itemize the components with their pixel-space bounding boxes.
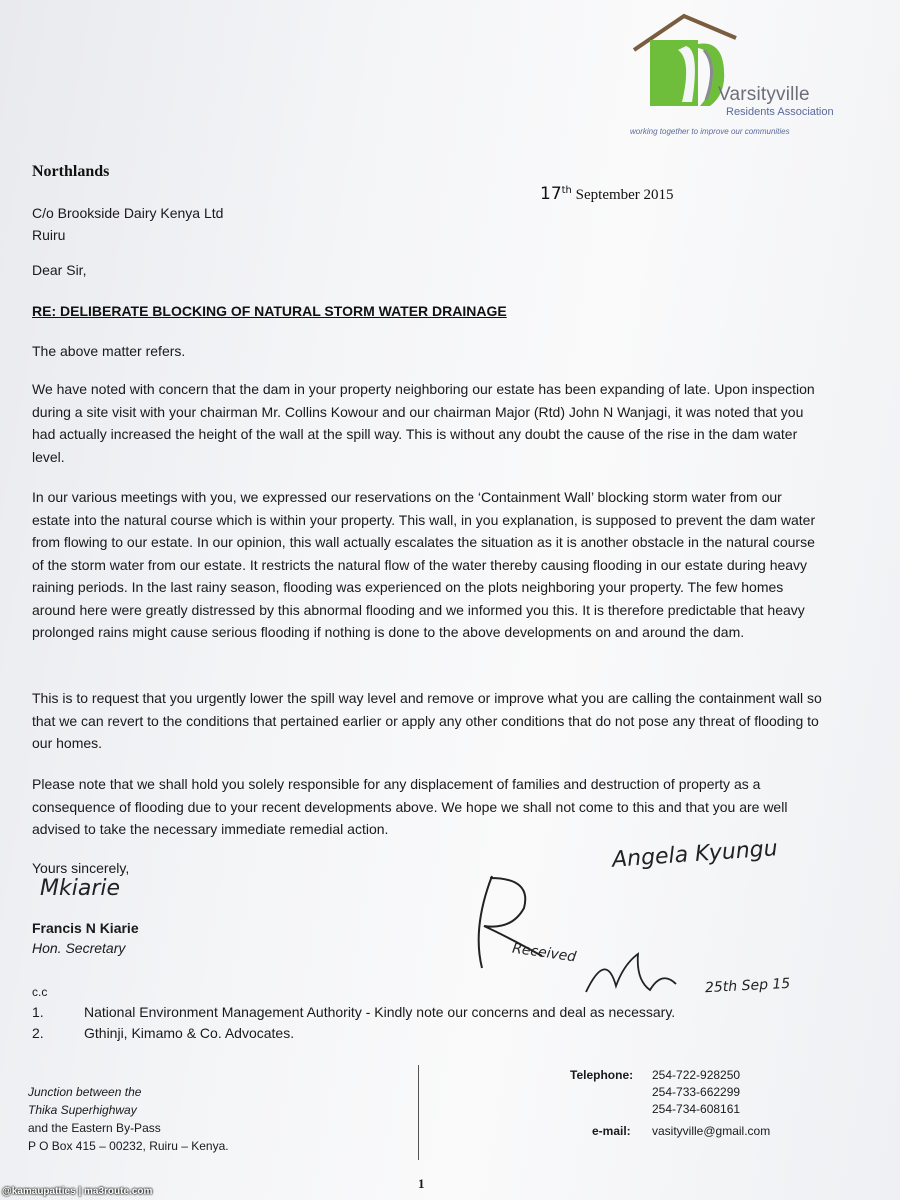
- cc-number-2: 2.: [32, 1025, 44, 1041]
- telephone-3: 254-734-608161: [652, 1102, 741, 1116]
- logo-name: Varsityville: [718, 84, 810, 105]
- received-signature-icon: [580, 940, 690, 1010]
- closing: Yours sincerely,: [32, 860, 130, 876]
- recipient-name: Northlands: [32, 163, 110, 180]
- varsityville-logo-icon: [626, 10, 826, 140]
- telephone-2: 254-733-662299: [652, 1085, 741, 1099]
- handwritten-received-date: 25th Sep 15: [704, 975, 791, 997]
- cc-text-2: Gthinji, Kimamo & Co. Advocates.: [84, 1025, 295, 1041]
- page-number: 1: [418, 1176, 425, 1191]
- telephone-1: 254-722-928250: [652, 1068, 741, 1082]
- handwritten-signature: Mkiarie: [40, 876, 121, 901]
- email-label: e-mail:: [592, 1124, 631, 1138]
- footer-divider: [418, 1065, 419, 1160]
- email-address: vasityville@gmail.com: [652, 1124, 771, 1138]
- paragraph-3: In our various meetings with you, we expressed our reservations on the ‘Containment Wall’ blocking storm water from our estate into the natural course which is within your property. This wall, in you explanation, is supposed to prevent the dam water from flowing to our estate. In our opinion, this wall actually escalates the situation as it is another obstacle in the natural course of the storm water from our estate. It restricts the natural flow of the water thereby causing flooding in our estate during heavy raining periods. In the last rainy season, flooding was experienced on the plots neighboring your property. The few homes around here were greatly distressed by this abnormal flooding and we informed you this. It is therefore predictable that heavy prolonged rains might cause serious flooding if nothing is done to the above developments on and around the dam.: [32, 489, 816, 640]
- handwritten-name: Angela Kyungu: [611, 836, 779, 873]
- paragraph-5: Please note that we shall hold you solely responsible for any displacement of families and destruction of property as a consequence of flooding due to your recent developments above. We hope we shall not come to this and that you are well advised to take the necessary immediate remedial action.: [32, 776, 788, 837]
- logo-subtitle: Residents Association: [726, 106, 834, 118]
- footer-address-1: Junction between the: [28, 1085, 142, 1099]
- subject-line: RE: DELIBERATE BLOCKING OF NATURAL STORM WATER DRAINAGE: [32, 303, 507, 319]
- footer-address-4: P O Box 415 – 00232, Ruiru – Kenya.: [28, 1139, 229, 1153]
- letter-date: [540, 184, 674, 204]
- signatory-name: Francis N Kiarie: [32, 920, 139, 936]
- date-day-suffix: th: [561, 185, 572, 196]
- address-line-2: Ruiru: [32, 227, 66, 243]
- paragraph-1: The above matter refers.: [32, 343, 186, 359]
- paragraph-2: We have noted with concern that the dam in your property neighboring our estate has been expanding of late. Upon inspection during a site visit with your chairman Mr. Collins Kowour and our chairman Major (Rtd) John N Wanjagi, it was noted that you had actually increased the height of the wall at the spill way. This is without any doubt the cause of the rise in the dam water level.: [32, 381, 815, 465]
- handwritten-received: Received: [511, 940, 578, 966]
- cc-label: c.c: [32, 985, 48, 999]
- logo-tagline: working together to improve our communities: [630, 127, 790, 136]
- paragraph-4: This is to request that you urgently lower the spill way level and remove or improve what you are calling the containment wall so that we can revert to the conditions that pertained earlier or apply any other conditions that do not pose any threat of flooding to our homes.: [32, 690, 822, 751]
- telephone-label: Telephone:: [570, 1068, 634, 1082]
- date-month-year: September 2015: [575, 187, 674, 203]
- address-line-1: C/o Brookside Dairy Kenya Ltd: [32, 205, 224, 221]
- footer-address-3: and the Eastern By-Pass: [28, 1121, 161, 1135]
- cc-number-1: 1.: [32, 1004, 44, 1020]
- cc-text-1: National Environment Management Authority - Kindly note our concerns and deal as necessary.: [84, 1004, 676, 1020]
- date-day-handwritten: 17: [540, 184, 562, 204]
- salutation: Dear Sir,: [32, 262, 87, 278]
- watermark: @kamaupatties | ma3route.com: [2, 1186, 153, 1197]
- signatory-title: Hon. Secretary: [32, 940, 126, 956]
- footer-address-2: Thika Superhighway: [28, 1103, 137, 1117]
